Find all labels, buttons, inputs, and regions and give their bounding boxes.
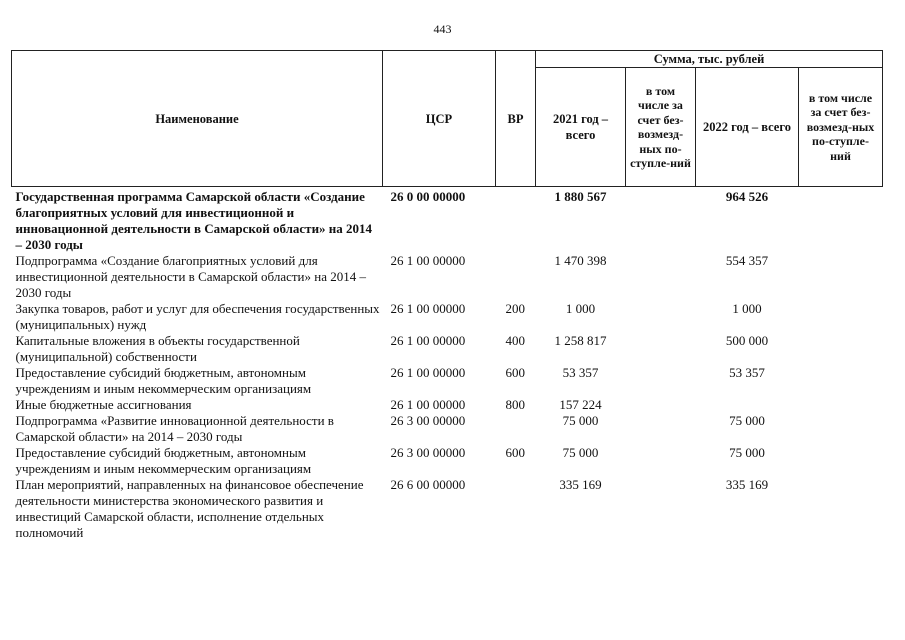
row-2022-total: 964 526 xyxy=(725,189,769,204)
row-vr: 600 xyxy=(505,445,525,460)
table-row xyxy=(12,333,883,365)
row-name: Государственная программа Самарской области «Создание благоприятных условий для инвестиционной и инновационной деятельности в Самарской области» на 2014 – 2030 годы xyxy=(15,189,373,252)
row-2021-total: 1 000 xyxy=(565,301,596,316)
row-2021-total: 1 258 817 xyxy=(554,333,607,348)
table-row xyxy=(12,187,883,254)
row-2022-incl xyxy=(799,413,883,445)
table-row xyxy=(12,301,883,333)
table-header xyxy=(12,51,883,187)
row-2021-total: 75 000 xyxy=(562,445,599,460)
row-2021-total: 335 169 xyxy=(559,477,602,492)
row-2022-total: 53 357 xyxy=(729,365,765,380)
row-csr: 26 6 00 00000 xyxy=(390,477,466,492)
header-2022-incl: в том числе за счет без-возмезд-ных по-ступле-ний xyxy=(799,68,883,187)
table-body xyxy=(12,187,883,542)
row-2021-incl xyxy=(626,477,696,541)
row-2021-incl xyxy=(626,301,696,333)
header-2021-total: 2021 год – всего xyxy=(536,68,626,187)
row-2022-total: 554 357 xyxy=(725,253,769,268)
row-2022-total: 1 000 xyxy=(732,301,762,316)
row-2021-incl xyxy=(626,253,696,301)
row-csr: 26 1 00 00000 xyxy=(390,301,466,316)
row-2021-total: 53 357 xyxy=(562,365,599,380)
row-2021-incl xyxy=(626,413,696,445)
row-name: Подпрограмма «Развитие инновационной деятельности в Самарской области» на 2014 – 2030 годы xyxy=(15,413,334,444)
row-2022-incl xyxy=(799,301,883,333)
table-row xyxy=(12,413,883,445)
row-2022-incl xyxy=(799,333,883,365)
page-number: 443 xyxy=(433,22,452,36)
row-vr: 400 xyxy=(505,333,525,348)
row-2021-total: 157 224 xyxy=(559,397,602,412)
row-vr xyxy=(496,187,536,254)
row-2022-incl xyxy=(799,477,883,541)
row-name: Предоставление субсидий бюджетным, автономным учреждениям и иным некоммерческим организациям xyxy=(15,365,312,396)
row-2022-incl xyxy=(799,253,883,301)
row-2021-total: 1 880 567 xyxy=(554,189,607,204)
row-csr: 26 1 00 00000 xyxy=(390,365,466,380)
row-vr: 200 xyxy=(505,301,525,316)
table-row xyxy=(12,253,883,301)
row-2021-incl xyxy=(626,397,696,413)
row-2022-total: 75 000 xyxy=(729,445,765,460)
row-2021-incl xyxy=(626,187,696,254)
row-name: Иные бюджетные ассигнования xyxy=(15,397,192,412)
row-vr xyxy=(496,413,536,445)
row-2021-incl xyxy=(626,365,696,397)
header-2021-incl: в том числе за счет без-возмезд-ных по-ступле-ний xyxy=(626,68,696,187)
row-csr: 26 0 00 00000 xyxy=(390,189,466,204)
row-vr xyxy=(496,477,536,541)
table-row xyxy=(12,445,883,477)
table-row xyxy=(12,477,883,541)
row-name: Предоставление субсидий бюджетным, автономным учреждениям и иным некоммерческим организациям xyxy=(15,445,312,476)
table-row xyxy=(12,397,883,413)
row-2022-total: 500 000 xyxy=(725,333,769,348)
row-vr xyxy=(496,253,536,301)
row-2022-total: 335 169 xyxy=(725,477,769,492)
row-name: Подпрограмма «Создание благоприятных условий для инвестиционной деятельности в Самарской области» на 2014 – 2030 годы xyxy=(15,253,366,300)
table-row xyxy=(12,365,883,397)
row-2022-incl xyxy=(799,365,883,397)
row-name: План мероприятий, направленных на финансовое обеспечение деятельности министерства экономического развития и инвестиций Самарской области, исполнение отдельных полномочий xyxy=(15,477,364,540)
row-2022-incl xyxy=(799,445,883,477)
row-vr: 600 xyxy=(505,365,525,380)
row-csr: 26 1 00 00000 xyxy=(390,397,466,412)
row-2021-incl xyxy=(626,445,696,477)
header-csr: ЦСР xyxy=(383,51,496,187)
row-vr: 800 xyxy=(505,397,525,412)
header-vr: ВР xyxy=(496,51,536,187)
row-2021-total: 75 000 xyxy=(562,413,599,428)
row-2021-incl xyxy=(626,333,696,365)
row-2022-total: 75 000 xyxy=(729,413,765,428)
row-2022-total xyxy=(696,397,799,413)
row-name: Закупка товаров, работ и услуг для обеспечения государственных (муниципальных) нужд xyxy=(15,301,380,332)
header-sum-group: Сумма, тыс. рублей xyxy=(536,51,883,68)
row-name: Капитальные вложения в объекты государственной (муниципальной) собственности xyxy=(15,333,300,364)
row-csr: 26 1 00 00000 xyxy=(390,253,466,268)
row-2022-incl xyxy=(799,187,883,254)
row-csr: 26 1 00 00000 xyxy=(390,333,466,348)
row-2021-total: 1 470 398 xyxy=(554,253,607,268)
row-csr: 26 3 00 00000 xyxy=(390,413,466,428)
row-2022-incl xyxy=(799,397,883,413)
header-name: Наименование xyxy=(12,51,383,187)
row-csr: 26 3 00 00000 xyxy=(390,445,466,460)
header-2022-total: 2022 год – всего xyxy=(696,68,799,187)
budget-table xyxy=(11,50,883,541)
